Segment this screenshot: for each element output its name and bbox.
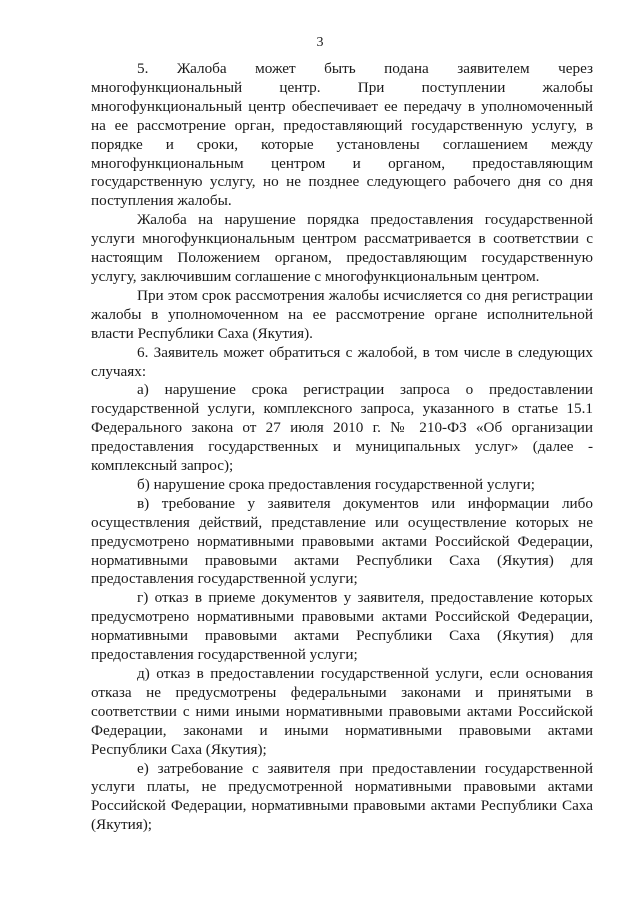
document-body bbox=[91, 60, 593, 835]
list-item-e: е) затребование с заявителя при предоставлении государственной услуги платы, не предусмотренной нормативными правовыми актами Российской Федерации, нормативными правовыми актами Республики Саха (Якутия); bbox=[91, 759, 593, 834]
page-number: 3 bbox=[316, 35, 324, 50]
paragraph-review-term: При этом срок рассмотрения жалобы исчисляется со дня регистрации жалобы в уполномоченном на ее рассмотрение органе исполнительной власти Республики Саха (Якутия). bbox=[91, 286, 593, 342]
paragraph-complaint-cases: 6. Заявитель может обратиться с жалобой, в том числе в следующих случаях: bbox=[91, 343, 593, 380]
list-item-d: д) отказ в предоставлении государственной услуги, если основания отказа не предусмотрены федеральными законами и принятыми в соответствии с ними иными нормативными правовыми актами Российской Федерации, законами и иными нормативными правовыми актами Республики Саха (Якутия); bbox=[91, 665, 593, 758]
list-item-g: г) отказ в приеме документов у заявителя, предоставление которых предусмотрено нормативными правовыми актами Российской Федерации, нормативными правовыми актами Республики Саха (Якутия) для предоставления государственной услуги; bbox=[91, 589, 593, 664]
paragraph-mfc-violation-review: Жалоба на нарушение порядка предоставления государственной услуги многофункциональным центром рассматривается в соответствии с настоящим Положением органом, предоставляющим государственную услугу, заключившим соглашение с многофункциональным центром. bbox=[91, 211, 593, 285]
list-item-v: в) требование у заявителя документов или информации либо осуществления действий, представление или осуществление которых не предусмотрено нормативными правовыми актами Российской Федерации, нормативными правовыми актами Республики Саха (Якутия) для предоставления государственной услуги; bbox=[91, 494, 593, 588]
paragraph-complaint-via-mfc: 5. Жалоба может быть подана заявителем через многофункциональный центр. При поступлении жалобы многофункциональный центр обеспечивает ее передачу в уполномоченный на ее рассмотрение орган, предоставляющий государственную услугу, в порядке и сроки, которые установлены соглашением между многофункциональным центром и органом, предоставляющим государственную услугу, но не позднее следующего рабочего дня со дня поступления жалобы. bbox=[91, 60, 593, 210]
list-item-b: б) нарушение срока предоставления государственной услуги; bbox=[137, 475, 535, 493]
list-item-a: а) нарушение срока регистрации запроса о предоставлении государственной услуги, комплексного запроса, указанного в статье 15.1 Федерального закона от 27 июля 2010 г. № 210-ФЗ «Об организации предоставления государственных и муниципальных услуг» (далее - комплексный запрос); bbox=[91, 381, 593, 475]
